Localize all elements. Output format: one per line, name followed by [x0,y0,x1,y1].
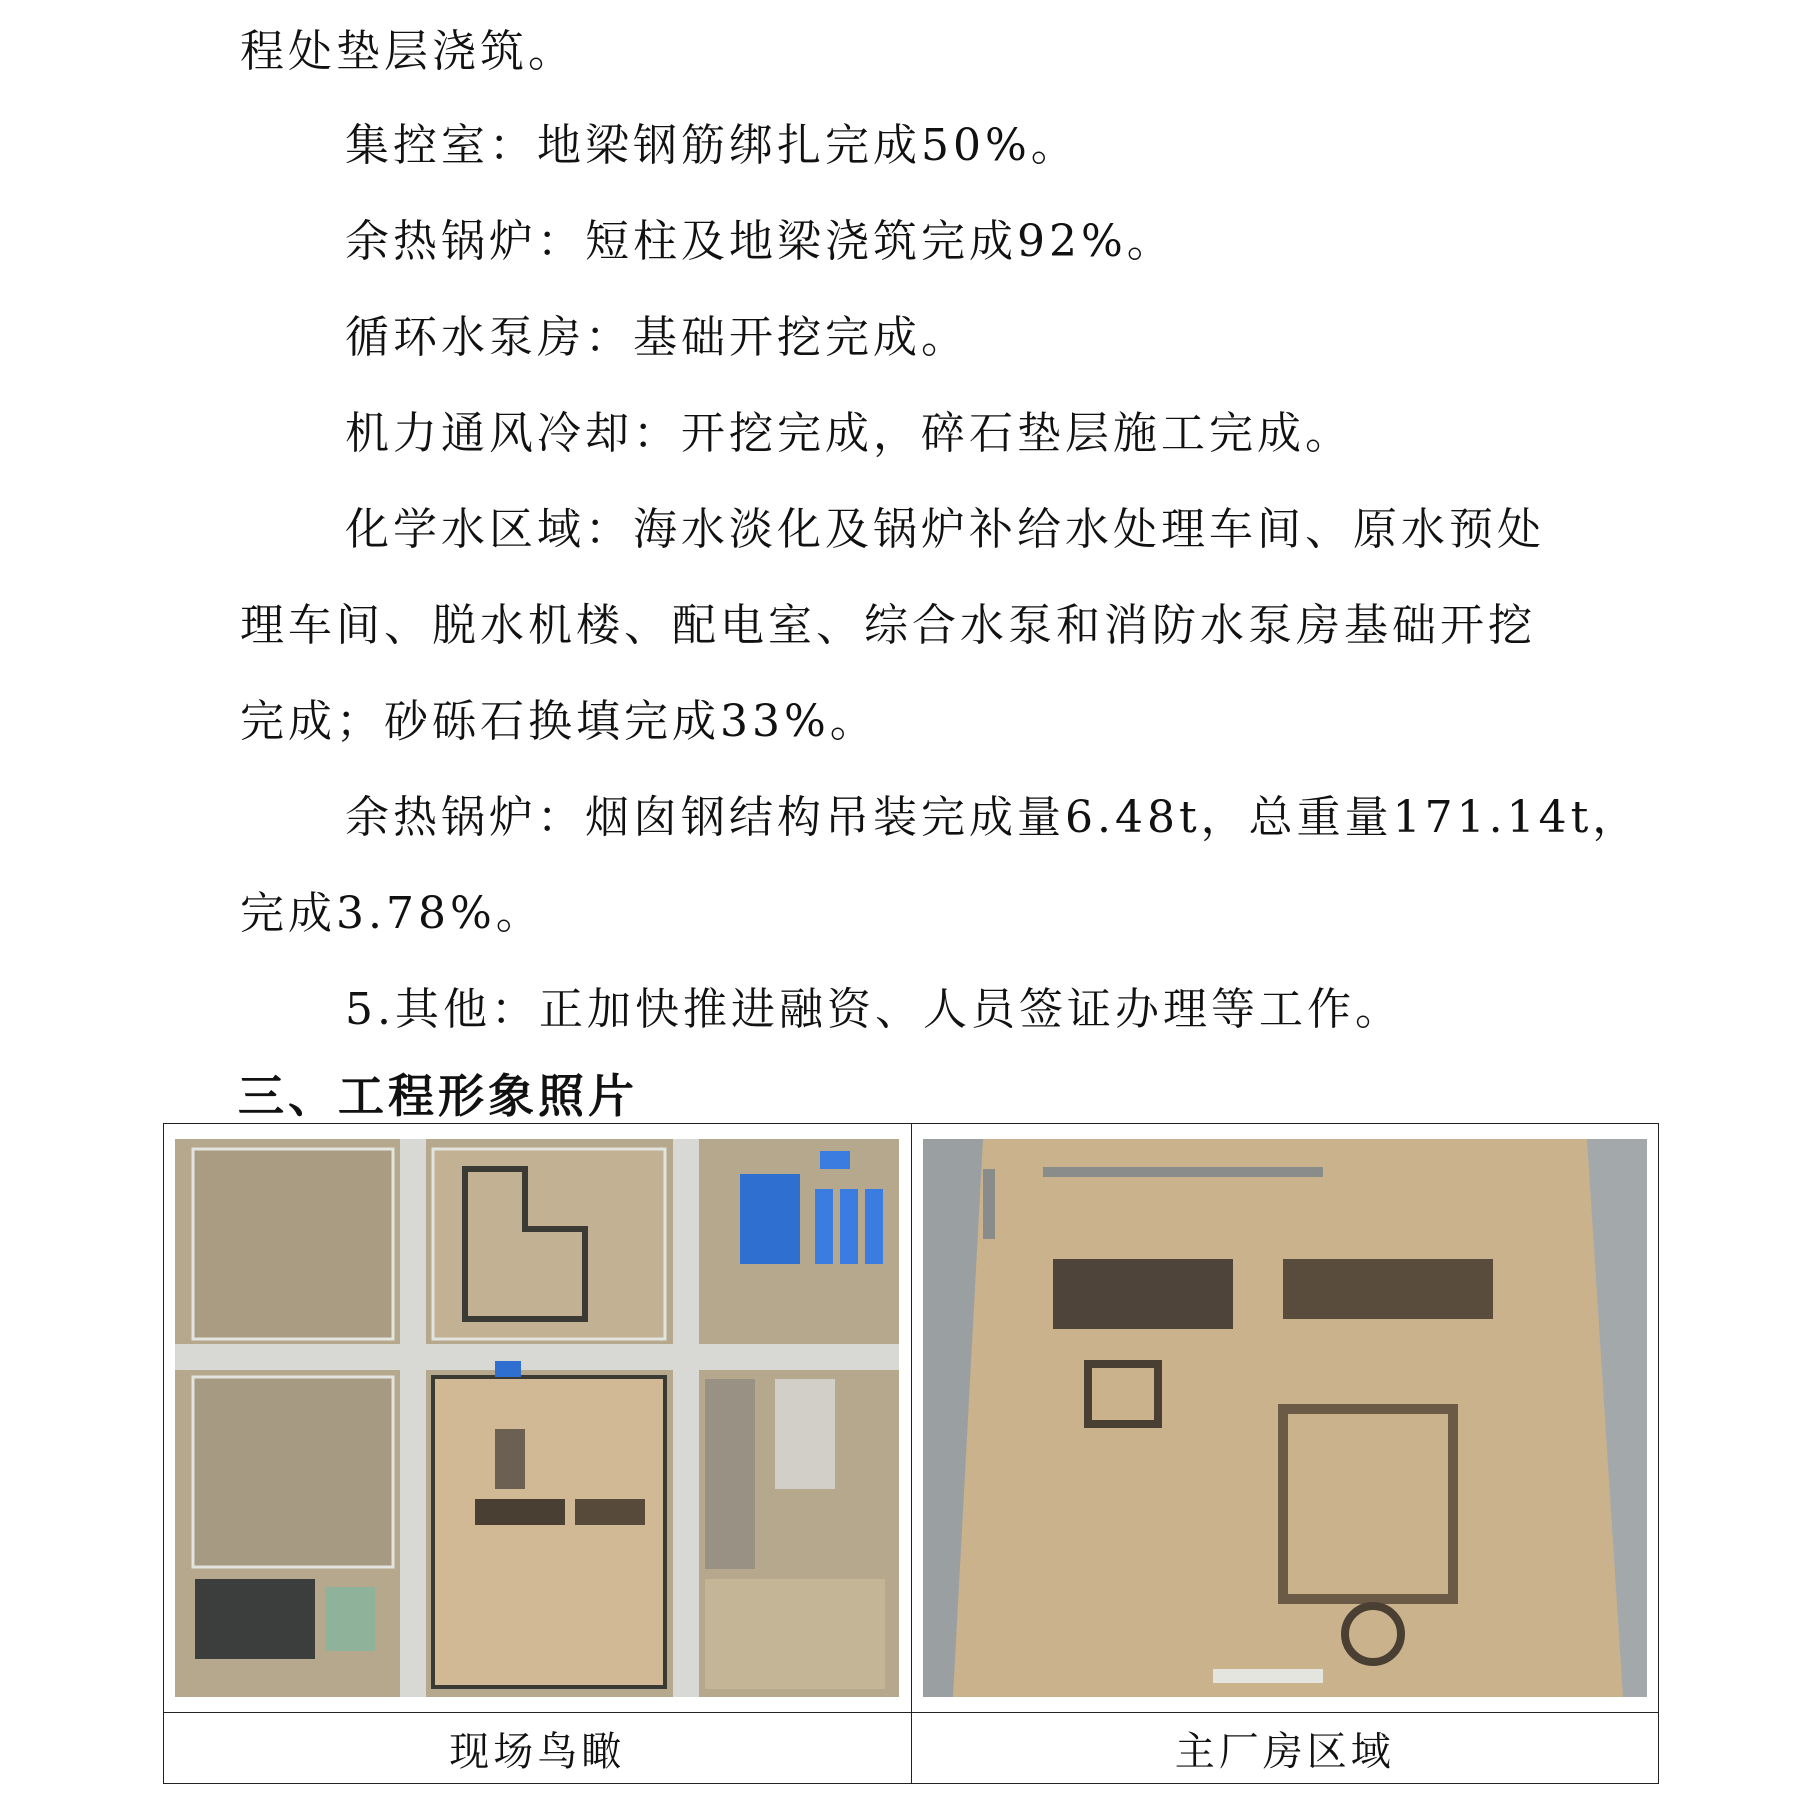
photo-caption: 主厂房区域 [911,1713,1659,1784]
photo-cell-main-plant [911,1124,1659,1713]
photo-caption: 现场鸟瞰 [164,1713,912,1784]
aerial-site-photo [175,1139,899,1697]
paragraph-line: 程处垫层浇筑。 [240,26,576,77]
paragraph-line: 集控室：地梁钢筋绑扎完成50%。 [345,120,1079,171]
paragraph-line: 化学水区域：海水淡化及锅炉补给水处理车间、原水预处 [345,504,1545,555]
paragraph-line: 循环水泵房：基础开挖完成。 [345,312,969,363]
section-heading: 三、工程形象照片 [238,1069,638,1123]
photo-table [163,1123,1659,1784]
paragraph-line: 理车间、脱水机楼、配电室、综合水泵和消防水泵房基础开挖 [240,600,1536,651]
paragraph-line: 5.其他：正加快推进融资、人员签证办理等工作。 [345,984,1403,1035]
paragraph-line: 完成3.78%。 [240,888,544,939]
paragraph-line: 余热锅炉：烟囱钢结构吊装完成量6.48t，总重量171.14t， [345,792,1641,843]
main-plant-area-photo [923,1139,1647,1697]
paragraph-line: 余热锅炉：短柱及地梁浇筑完成92%。 [345,216,1175,267]
photo-cell-aerial [164,1124,912,1713]
paragraph-line: 机力通风冷却：开挖完成，碎石垫层施工完成。 [345,408,1353,459]
paragraph-line: 完成；砂砾石换填完成33%。 [240,696,878,747]
